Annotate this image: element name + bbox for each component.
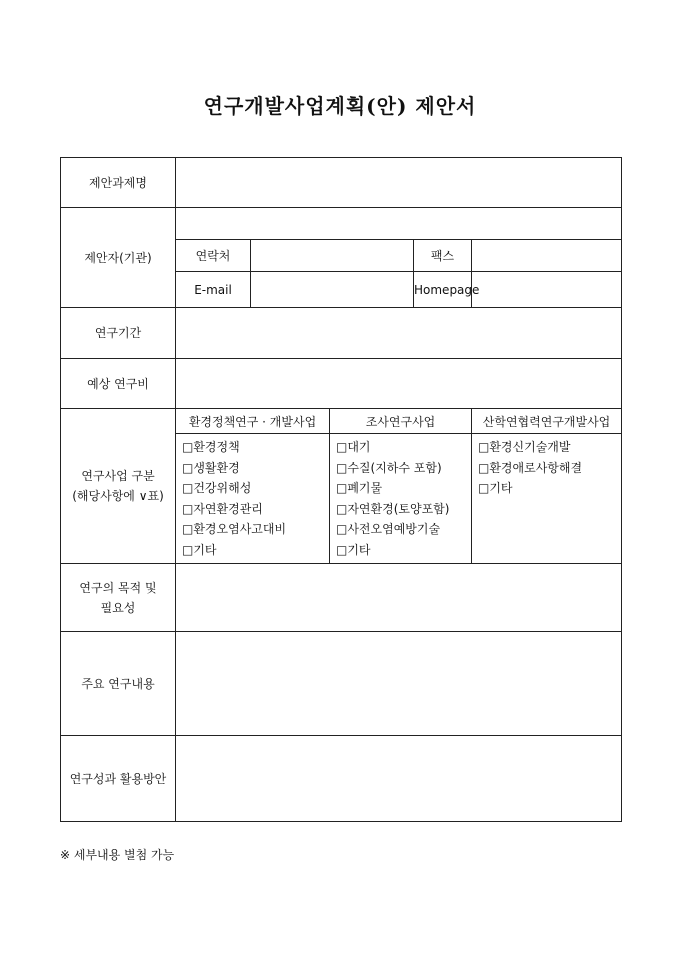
proposer-label: 제안자(기관)	[61, 208, 176, 308]
purpose-label-line1: 연구의 목적 및	[79, 580, 157, 595]
checkbox-option[interactable]: □생활환경	[182, 460, 240, 475]
checkbox-option[interactable]: □기타	[336, 542, 371, 557]
budget-field[interactable]	[176, 359, 622, 409]
content-field[interactable]	[176, 632, 622, 736]
category-list-cooperation	[472, 434, 622, 564]
outcome-label: 연구성과 활용방안	[61, 736, 176, 822]
checkbox-option[interactable]: □수질(지하수 포함)	[336, 460, 442, 475]
category-header-policy: 환경정책연구 · 개발사업	[176, 409, 330, 434]
fax-field[interactable]	[472, 240, 622, 272]
homepage-label: Homepage	[414, 272, 472, 308]
checkbox-option[interactable]: □폐기물	[336, 481, 383, 495]
category-list-policy	[176, 434, 330, 564]
contact-field[interactable]	[251, 240, 414, 272]
contact-label: 연락처	[176, 240, 251, 272]
category-header-survey: 조사연구사업	[330, 409, 472, 434]
homepage-field[interactable]	[472, 272, 622, 308]
category-label	[61, 409, 176, 564]
category-label-line1: 연구사업 구분	[81, 469, 155, 483]
checkbox-option[interactable]: □대기	[336, 440, 371, 454]
checkbox-option[interactable]: □건강위해성	[182, 481, 252, 495]
proposal-title-label: 제안과제명	[61, 158, 176, 208]
checkbox-option[interactable]: □자연환경관리	[182, 501, 263, 516]
proposal-title-field[interactable]	[176, 158, 622, 208]
proposal-form-table	[60, 157, 622, 822]
purpose-label	[61, 564, 176, 632]
page-title: 연구개발사업계획(안) 제안서	[203, 94, 477, 118]
outcome-field[interactable]	[176, 736, 622, 822]
checkbox-option[interactable]: □환경정책	[182, 440, 240, 454]
email-field[interactable]	[251, 272, 414, 308]
email-label: E-mail	[176, 272, 251, 308]
content-label: 주요 연구내용	[61, 632, 176, 736]
budget-label: 예상 연구비	[61, 359, 176, 409]
checkbox-option[interactable]: □기타	[182, 542, 217, 557]
checkbox-option[interactable]: □기타	[478, 481, 513, 495]
period-field[interactable]	[176, 308, 622, 359]
checkbox-option[interactable]: □자연환경(토양포함)	[336, 501, 450, 516]
category-list-survey	[330, 434, 472, 564]
proposer-field[interactable]	[176, 208, 622, 240]
checkbox-option[interactable]: □환경애로사항해결	[478, 460, 583, 475]
period-label: 연구기간	[61, 308, 176, 359]
category-header-cooperation: 산학연협력연구개발사업	[472, 409, 622, 434]
category-label-line2: (해당사항에 ∨표)	[72, 489, 164, 503]
checkbox-option[interactable]: □환경신기술개발	[478, 440, 571, 454]
purpose-label-line2: 필요성	[100, 600, 136, 615]
checkbox-option[interactable]: □환경오염사고대비	[182, 522, 287, 536]
footnote: ※ 세부내용 별첨 가능	[60, 848, 175, 862]
purpose-field[interactable]	[176, 564, 622, 632]
fax-label: 팩스	[414, 240, 472, 272]
checkbox-option[interactable]: □사전오염예방기술	[336, 522, 441, 536]
